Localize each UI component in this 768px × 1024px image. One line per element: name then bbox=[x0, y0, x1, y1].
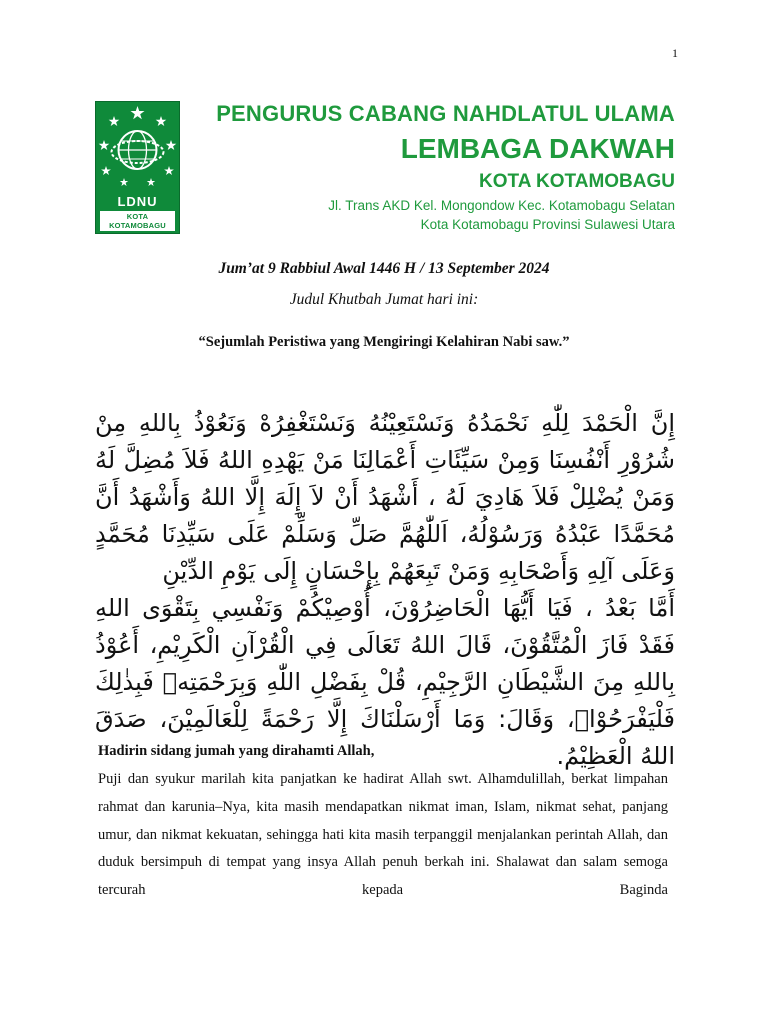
org-name-line3: KOTA KOTAMOBAGU bbox=[479, 171, 675, 192]
org-address-line2: Kota Kotamobagu Provinsi Sulawesi Utara bbox=[420, 217, 675, 232]
arabic-paragraph-2: أَمَّا بَعْدُ ، فَيَا أَيُّهَا الْحَاضِرُوْنَ، أُوْصِيْكُمْ وَنَفْسِي بِتَقْوَى اللهِ فَقَدْ فَازَ الْمُتَّقُوْنَ، قَالَ اللهُ تَعَالَى فِي الْقُرْآنِ الْكَرِيْمِ، أَعُوْذُ بِاللهِ مِنَ الشَّيْطَانِ الرَّجِيْمِ، قُلْ بِفَضْلِ اللّٰهِ وَبِرَحْمَتِهٖ فَبِذٰلِكَ فَلْيَفْرَحُوْاۗ، وَقَالَ: وَمَا أَرْسَلْنَاكَ إِلَّا رَحْمَةً لِلْعَالَمِيْنَ، صَدَقَ اللهُ الْعَظِيْمُ. bbox=[95, 594, 675, 770]
org-name-line2: LEMBAGA DAKWAH bbox=[400, 133, 675, 164]
logo-city: KOTA KOTAMOBAGU bbox=[100, 211, 175, 231]
sermon-title: “Sejumlah Peristiwa yang Mengiringi Kelahiran Nabi saw.” bbox=[198, 334, 570, 350]
body-paragraph: Puji dan syukur marilah kita panjatkan ke hadirat Allah swt. Alhamdulillah, berkat limpahan rahmat dan karunia–Nya, kita masih mendapatkan nikmat iman, Islam, nikmat sehat, panjang umur, dan nikmat kekuatan, sehingga hati kita masih terpanggil menjalankan perintah Allah, dan duduk bersimpuh di tempat yang insya Allah penuh berkah ini. Shalawat dan salam semoga tercurah kepada Baginda bbox=[98, 771, 668, 899]
logo-abbreviation: LDNU bbox=[117, 194, 158, 209]
letterhead bbox=[95, 101, 675, 236]
org-address-line1: Jl. Trans AKD Kel. Mongondow Kec. Kotamobagu Selatan bbox=[328, 198, 675, 213]
page-number: 1 bbox=[672, 46, 678, 60]
sermon-subtitle: Judul Khutbah Jumat hari ini: bbox=[289, 291, 479, 308]
arabic-opening bbox=[95, 405, 675, 775]
ldnu-logo bbox=[95, 101, 180, 234]
greeting-heading: Hadirin sidang jumah yang dirahamti Allah, bbox=[98, 743, 375, 759]
arabic-paragraph-1: إِنَّ الْحَمْدَ لِلّٰهِ نَحْمَدُهُ وَنَسْتَعِيْنُهُ وَنَسْتَغْفِرُهْ وَنَعُوْذُ بِاللهِ مِنْ شُرُوْرِ أَنْفُسِنَا وَمِنْ سَيِّئَاتِ أَعْمَالِنَا مَنْ يَهْدِهِ اللهُ فَلاَ مُضِلَّ لَهُ وَمَنْ يُضْلِلْ فَلاَ هَادِيَ لَهُ ، أَشْهَدُ أَنْ لاَ إِلَهَ إِلَّا اللهُ وَأَشْهَدُ أَنَّ مُحَمَّدًا عَبْدُهُ وَرَسُوْلُهُ، اَللّٰهُمَّ صَلِّ وَسَلِّمْ عَلَى سَيِّدِنَا مُحَمَّدٍ وَعَلَى آلِهِ وَأَصْحَابِهِ وَمَنْ تَبِعَهُمْ بِإِحْسَانٍ إِلَى يَوْمِ الدِّيْنِ bbox=[95, 409, 675, 585]
sermon-date: Jum’at 9 Rabbiul Awal 1446 H / 13 September 2024 bbox=[218, 260, 550, 277]
org-name-line1: PENGURUS CABANG NAHDLATUL ULAMA bbox=[216, 101, 675, 126]
